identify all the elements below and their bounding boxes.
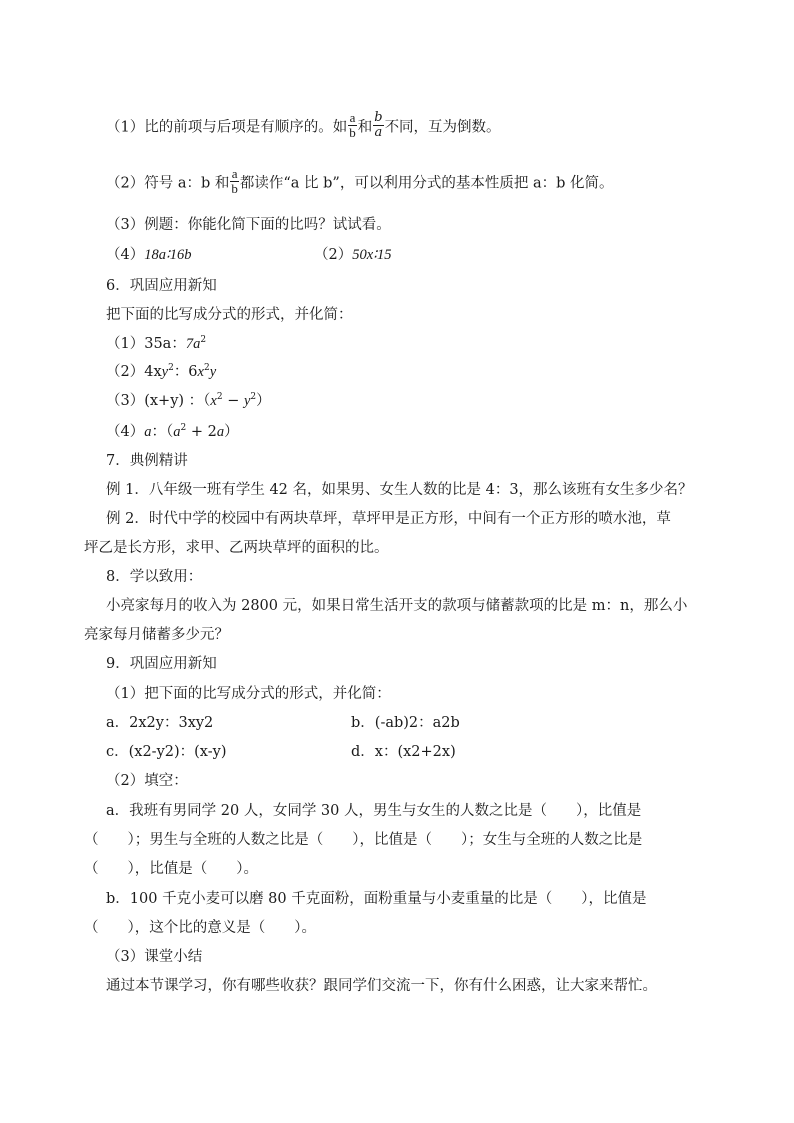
fraction-a-over-b: $\frac{a}{b}$ xyxy=(231,166,238,196)
example-2-line-2: 坪乙是长方形，求甲、乙两块草坪的面积的比。 xyxy=(84,540,389,556)
item-c: c．(x2-y2)：(x-y) xyxy=(106,744,227,760)
fraction-b-over-a: $\frac{b}{a}$ xyxy=(374,110,383,140)
ratio-order-line xyxy=(106,110,501,142)
text: 不同，互为倒数。 xyxy=(384,119,501,136)
item-d: d．x：(x2+2x) xyxy=(351,744,456,760)
item-a: a．2x2y：3xy2 xyxy=(106,715,214,731)
class-summary: 通过本节课学习，你有哪些收获？跟同学们交流一下，你有什么困惑，让大家来帮忙。 xyxy=(106,978,657,994)
section-6-heading: 6．巩固应用新知 xyxy=(106,278,217,294)
fill-a-line-3: （ ），比值是（ ）。 xyxy=(84,861,258,877)
fill-a-line-1: a．我班有男同学 20 人，女同学 30 人，男生与女生的人数之比是（ ），比值是 xyxy=(106,803,642,819)
text: 都读作“a 比 b”，可以利用分式的基本性质把 a：b 化简。 xyxy=(239,175,614,192)
example-2-line-1: 例 2．时代中学的校园中有两块草坪，草坪甲是正方形，中间有一个正方形的喷水池，草 xyxy=(106,511,671,527)
section-6-intro: 把下面的比写成分式的形式，并化简： xyxy=(106,307,353,323)
example-prompt: （3）例题：你能化简下面的比吗？试试看。 xyxy=(106,217,391,233)
exercise-4: （4）a：$(a^2 + 2a)$ xyxy=(106,423,239,440)
section-9-heading: 9．巩固应用新知 xyxy=(106,656,217,672)
exercise-2: $(2)4xy^2$：$6x^2y$ xyxy=(106,363,217,380)
text: 和 xyxy=(357,119,373,136)
text: （2）符号 a：b 和 xyxy=(106,175,230,192)
example-1: 例 1．八年级一班有学生 42 名，如果男、女生人数的比是 4：3，那么该班有女生多少名？ xyxy=(106,482,693,498)
exercise-3: （3）(x+y) ：$(x^2 - y^2)$ xyxy=(106,392,271,409)
ratio-symbol-line xyxy=(106,166,614,198)
item-b: b．(-ab)2：a2b xyxy=(351,715,460,731)
fill-b-line-2: （ ），这个比的意义是（ ）。 xyxy=(84,920,316,936)
exercise-1: （1）35a：$7a^2$ xyxy=(106,335,207,352)
section-8-line-2: 亮家每月储蓄多少元？ xyxy=(84,627,229,643)
fill-a-line-2: （ ）；男生与全班的人数之比是（ ），比值是（ ）；女生与全班的人数之比是 xyxy=(84,832,643,848)
section-9-question-3: （3）课堂小结 xyxy=(106,949,203,965)
text: （1）比的前项与后项是有顺序的。如 xyxy=(106,119,348,136)
section-9-question-2: （2）填空： xyxy=(106,773,188,789)
section-9-question-1: （1）把下面的比写成分式的形式，并化简： xyxy=(106,686,391,702)
fill-b-line-1: b．100 千克小麦可以磨 80 千克面粉，面粉重量与小麦重量的比是（ ），比值是 xyxy=(106,891,647,907)
section-8-heading: 8．学以致用： xyxy=(106,569,203,585)
section-8-line-1: 小亮家每月的收入为 2800 元，如果日常生活开支的款项与储蓄款项的比是 m：n，那么小 xyxy=(106,598,688,614)
example-4-ratio: （4）18a∶16b xyxy=(106,247,192,263)
section-7-heading: 7．典例精讲 xyxy=(106,453,188,469)
fraction-a-over-b: $\frac{a}{b}$ xyxy=(349,110,356,140)
example-2-ratio: （2）50x∶15 xyxy=(314,247,392,263)
